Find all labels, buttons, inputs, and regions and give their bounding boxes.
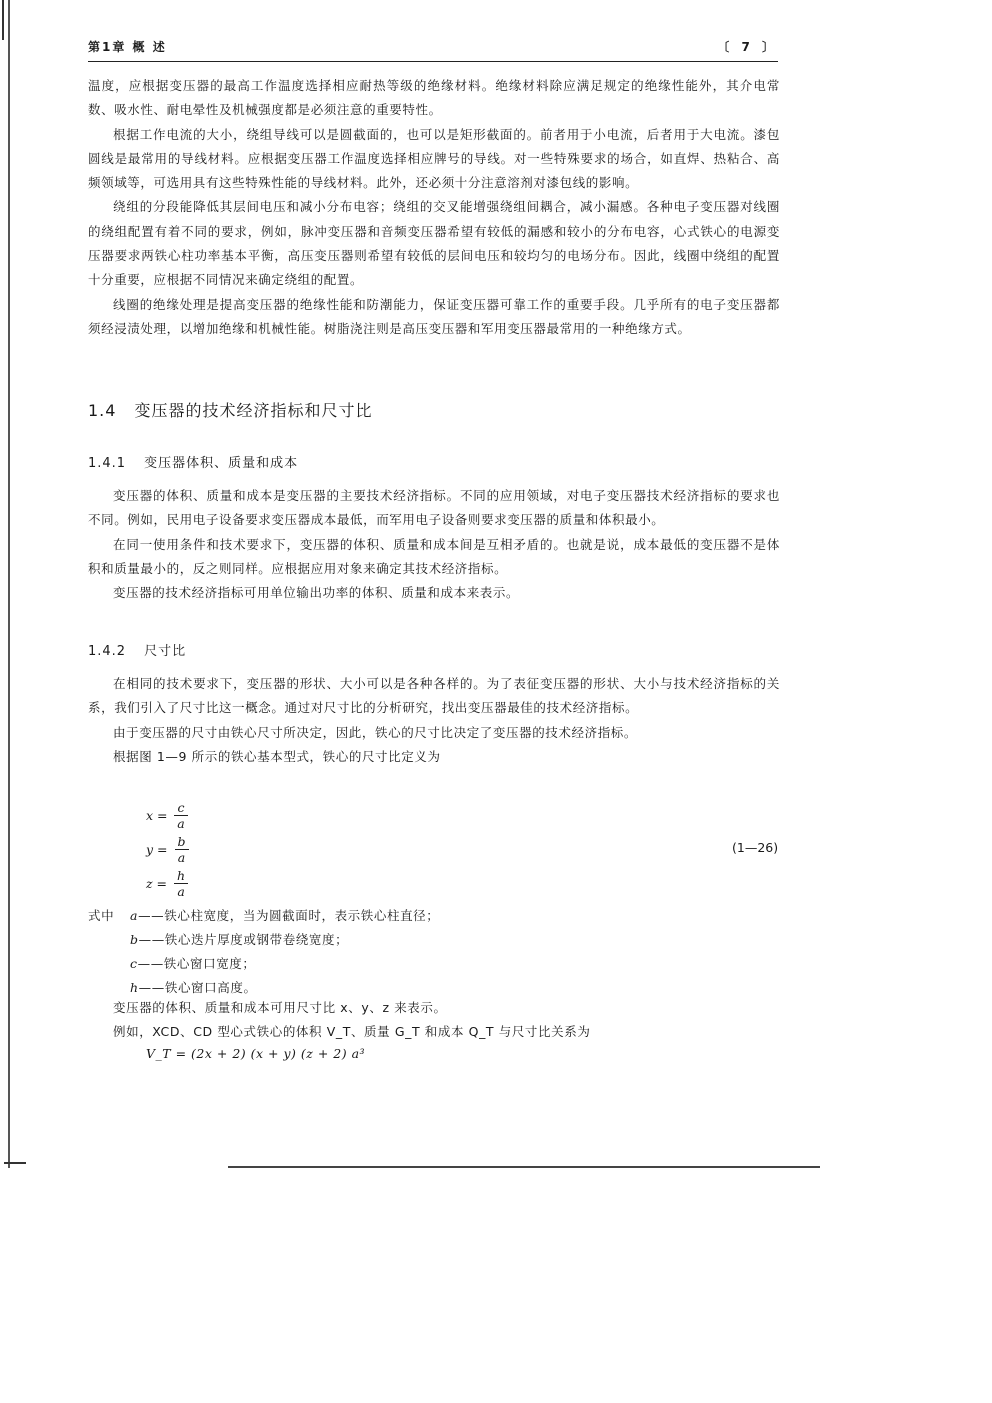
formula-z: z = $\frac{h}{a}$ xyxy=(146,868,188,899)
paragraph: 例如，XCD、CD 型心式铁心的体积 V_T、质量 G_T 和成本 Q_T 与尺寸比关系为 xyxy=(113,1024,591,1040)
running-header xyxy=(88,38,778,60)
subsection-title: 尺寸比 xyxy=(144,644,187,659)
paragraph: 温度，应根据变压器的最高工作温度选择相应耐热等级的绝缘材料。绝缘材料除应满足规定的绝缘性能外，其介电常数、吸水性、耐电晕性及机械强度都是必须注意的重要特性。 xyxy=(88,78,780,118)
paragraph: 线圈的绝缘处理是提高变压器的绝缘性能和防潮能力，保证变压器可靠工作的重要手段。几乎所有的电子变压器都须经浸渍处理，以增加绝缘和机械性能。树脂浇注则是高压变压器和军用变压器最常用的一种绝缘方式。 xyxy=(88,296,780,336)
fraction: $\frac{c}{a}$ xyxy=(174,800,187,831)
section-heading xyxy=(88,398,372,421)
paragraph: 变压器的技术经济指标可用单位输出功率的体积、质量和成本来表示。 xyxy=(113,585,520,601)
fraction: $\frac{b}{a}$ xyxy=(175,834,189,865)
section-number: 1.4 xyxy=(88,401,117,420)
paragraph: 由于变压器的尺寸由铁心尺寸所决定，因此，铁心的尺寸比决定了变压器的技术经济指标。 xyxy=(113,724,638,740)
header-rule xyxy=(88,61,778,62)
definition-row: 式中 a——铁心柱宽度，当为圆截面时，表示铁心柱直径； xyxy=(88,904,688,928)
scan-margin-tick xyxy=(4,1162,26,1164)
definition-label: 式中 xyxy=(88,908,115,923)
chapter-title: 第1章 概 述 xyxy=(88,40,167,54)
body-text-1-4-2 xyxy=(88,672,780,769)
subsection-title: 变压器体积、质量和成本 xyxy=(144,456,299,471)
definition-row: h——铁心窗口高度。 xyxy=(130,980,257,995)
fraction: $\frac{h}{a}$ xyxy=(174,868,188,899)
definition-row: b——铁心迭片厚度或钢带卷绕宽度； xyxy=(130,932,349,947)
body-text-closing xyxy=(88,996,780,1045)
section-title: 变压器的技术经济指标和尺寸比 xyxy=(134,401,373,420)
page-number: 〔 7 〕 xyxy=(717,40,778,54)
paragraph: 绕组的分段能降低其层间电压和减小分布电容；绕组的交叉能增强绕组间耦合，减小漏感。各种电子变压器对线圈的绕组配置有着不同的要求，例如，脉冲变压器和音频变压器希望有较低的漏感和较小的分布电容，心式铁心的电源变压器要求两铁心柱功率基本平衡，高压变压器则希望有较低的层间电压和较均匀的电场分布。因此，线圈中绕组的配置十分重要，应根据不同情况来确定绕组的配置。 xyxy=(88,199,780,288)
subsection-heading xyxy=(88,452,298,471)
body-text-top xyxy=(88,74,780,341)
definition-row: c——铁心窗口宽度； xyxy=(130,956,256,971)
paragraph: 根据图 1—9 所示的铁心基本型式，铁心的尺寸比定义为 xyxy=(113,748,441,764)
paragraph: 在同一使用条件和技术要求下，变压器的体积、质量和成本间是互相矛盾的。也就是说，成本最低的变压器不是体积和质量最小的，反之则同样。应根据应用对象来确定其技术经济指标。 xyxy=(88,536,780,576)
subsection-number: 1.4.1 xyxy=(88,456,127,471)
paragraph: 变压器的体积、质量和成本是变压器的主要技术经济指标。不同的应用领域，对电子变压器技术经济指标的要求也不同。例如，民用电子设备要求变压器成本最低，而军用电子设备则要求变压器的质量和体积最小。 xyxy=(88,488,780,528)
subsection-number: 1.4.2 xyxy=(88,644,127,659)
variable-definitions xyxy=(88,904,688,1000)
paragraph: 根据工作电流的大小，绕组导线可以是圆截面的，也可以是矩形截面的。前者用于小电流，后者用于大电流。漆包圆线是最常用的导线材料。应根据变压器工作温度选择相应牌号的导线。对一些特殊要求的场合，如直焊、热粘合、高频领域等，可选用具有这些特殊性能的导线材料。此外，还必须十分注意溶剂对漆包线的影响。 xyxy=(88,126,780,191)
volume-formula: V_T = (2x + 2) (x + y) (z + 2) a³ xyxy=(146,1046,366,1061)
paragraph: 变压器的体积、质量和成本可用尺寸比 x、y、z 来表示。 xyxy=(113,1000,447,1015)
subsection-heading xyxy=(88,640,186,659)
formula-x: x = $\frac{c}{a}$ xyxy=(146,800,188,831)
paragraph: 在相同的技术要求下，变压器的形状、大小可以是各种各样的。为了表征变压器的形状、大小与技术经济指标的关系，我们引入了尺寸比这一概念。通过对尺寸比的分析研究，找出变压器最佳的技术经济指标。 xyxy=(88,676,780,716)
body-text-1-4-1 xyxy=(88,484,780,605)
scan-margin-line xyxy=(8,0,10,1168)
equation-number: (1—26) xyxy=(732,840,779,855)
formula-y: y = $\frac{b}{a}$ xyxy=(146,834,189,865)
footer-rule xyxy=(228,1166,820,1168)
